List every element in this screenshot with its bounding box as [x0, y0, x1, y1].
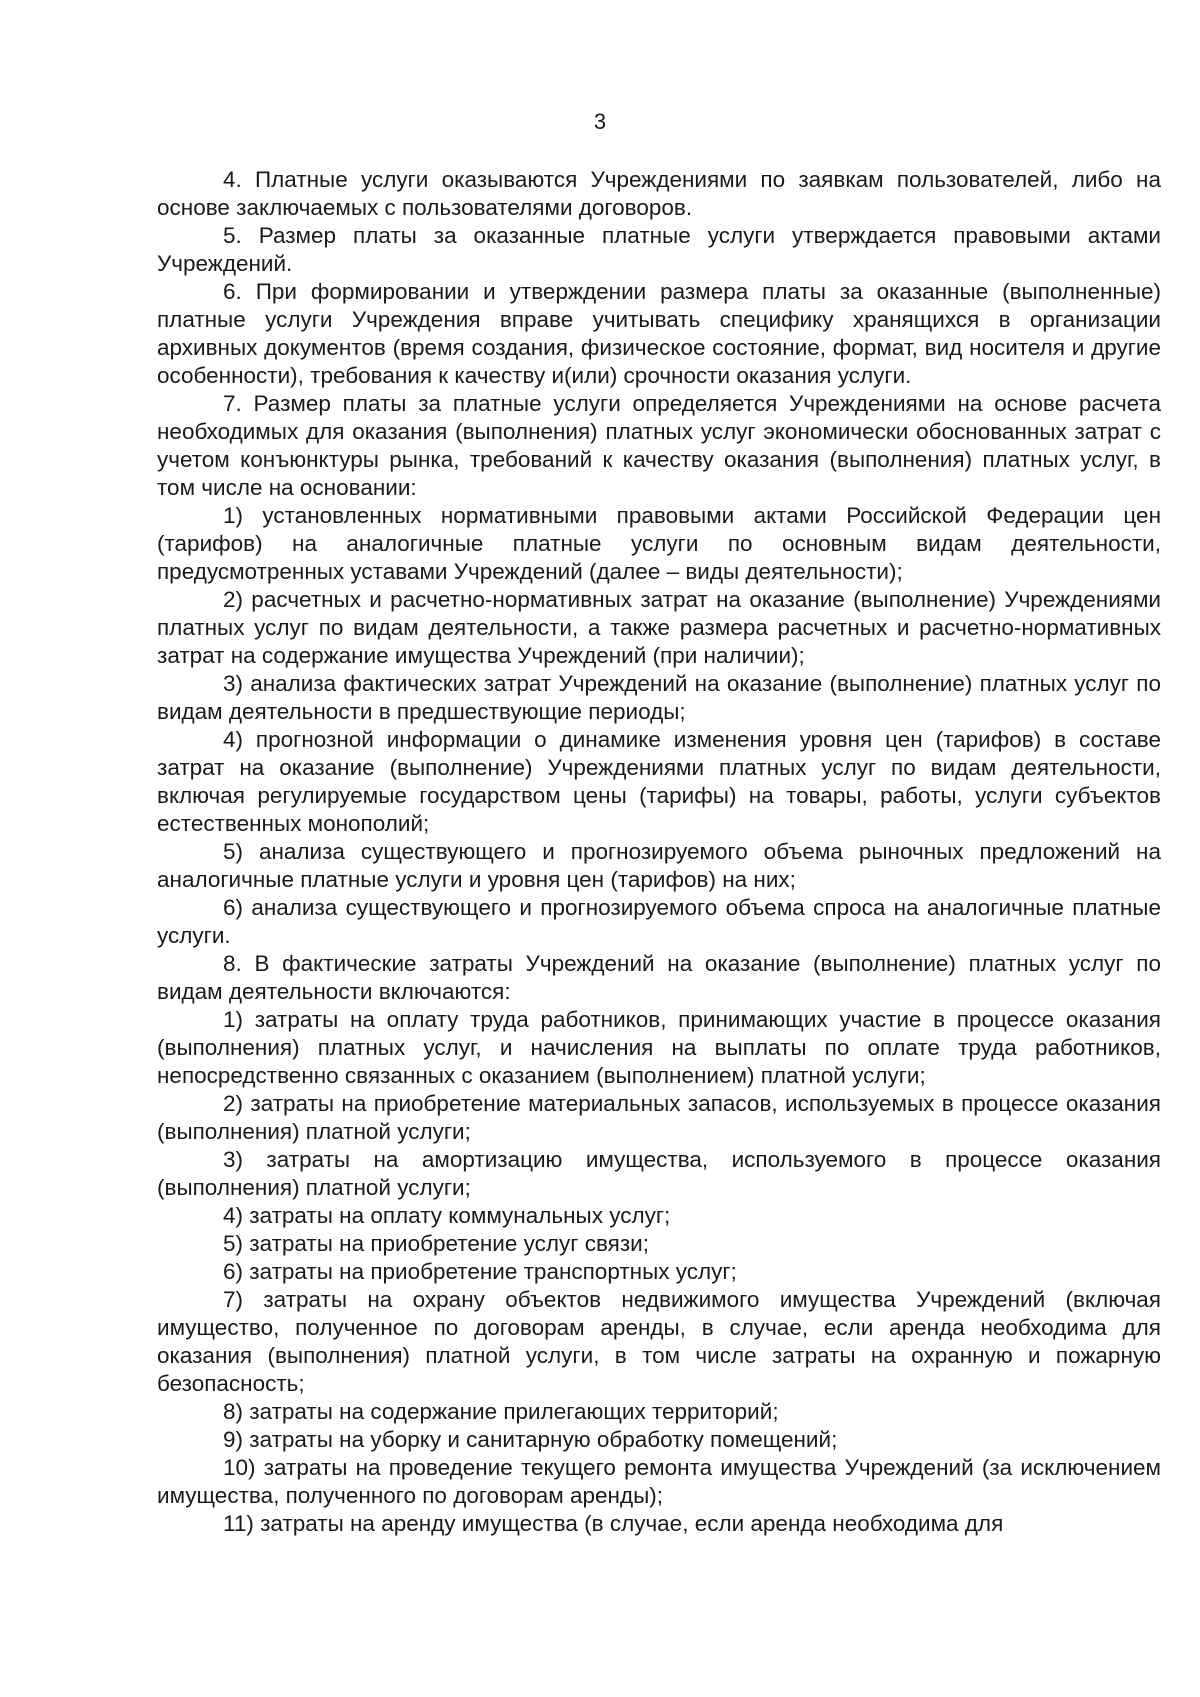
paragraph-8-item-2: 2) затраты на приобретение материальных запасов, используемых в процессе оказания (выполнения) платной услуги; — [157, 1091, 1161, 1144]
document-body — [157, 166, 1161, 1538]
paragraph-8-item-7: 7) затраты на охрану объектов недвижимого имущества Учреждений (включая имущество, полученное по договорам аренды, в случае, если аренда необходима для оказания (выполнения) платной услуги, в том числе затраты на охранную и пожарную безопасность; — [157, 1287, 1161, 1396]
paragraph-8-item-10: 10) затраты на проведение текущего ремонта имущества Учреждений (за исключением имущества, полученного по договорам аренды); — [157, 1455, 1161, 1508]
paragraph-7-item-6: 6) анализа существующего и прогнозируемого объема спроса на аналогичные платные услуги. — [157, 895, 1161, 948]
paragraph-7-item-1: 1) установленных нормативными правовыми актами Российской Федерации цен (тарифов) на аналогичные платные услуги по основным видам деятельности, предусмотренных уставами Учреждений (далее – виды деятельности); — [157, 503, 1161, 584]
paragraph-7-item-4: 4) прогнозной информации о динамике изменения уровня цен (тарифов) в составе затрат на оказание (выполнение) Учреждениями платных услуг по видам деятельности, включая регулируемые государством цены (тарифы) на товары, работы, услуги субъектов естественных монополий; — [157, 727, 1161, 836]
paragraph-8-item-3: 3) затраты на амортизацию имущества, используемого в процессе оказания (выполнения) платной услуги; — [157, 1147, 1161, 1200]
paragraph-8-item-11: 11) затраты на аренду имущества (в случае, если аренда необходима для — [223, 1511, 1004, 1536]
paragraph-4: 4. Платные услуги оказываются Учреждениями по заявкам пользователей, либо на основе заключаемых с пользователями договоров. — [157, 167, 1161, 220]
page-number: 3 — [593, 109, 607, 134]
paragraph-6: 6. При формировании и утверждении размера платы за оказанные (выполненные) платные услуги Учреждения вправе учитывать специфику хранящихся в организации архивных документов (время создания, физическое состояние, формат, вид носителя и другие особенности), требования к качеству и(или) срочности оказания услуги. — [157, 279, 1161, 388]
paragraph-7-item-3: 3) анализа фактических затрат Учреждений на оказание (выполнение) платных услуг по видам деятельности в предшествующие периоды; — [157, 671, 1161, 724]
paragraph-8-item-5: 5) затраты на приобретение услуг связи; — [223, 1231, 649, 1256]
paragraph-7-item-2: 2) расчетных и расчетно-нормативных затрат на оказание (выполнение) Учреждениями платных услуг по видам деятельности, а также размера расчетных и расчетно-нормативных затрат на содержание имущества Учреждений (при наличии); — [157, 587, 1161, 668]
paragraph-8-item-8: 8) затраты на содержание прилегающих территорий; — [223, 1399, 779, 1424]
paragraph-8-item-4: 4) затраты на оплату коммунальных услуг; — [223, 1203, 671, 1228]
paragraph-8-item-6: 6) затраты на приобретение транспортных услуг; — [223, 1259, 737, 1284]
paragraph-8-item-9: 9) затраты на уборку и санитарную обработку помещений; — [223, 1427, 838, 1452]
paragraph-5: 5. Размер платы за оказанные платные услуги утверждается правовыми актами Учреждений. — [157, 223, 1161, 276]
paragraph-7-item-5: 5) анализа существующего и прогнозируемого объема рыночных предложений на аналогичные платные услуги и уровня цен (тарифов) на них; — [157, 839, 1161, 892]
paragraph-7: 7. Размер платы за платные услуги определяется Учреждениями на основе расчета необходимых для оказания (выполнения) платных услуг экономически обоснованных затрат с учетом конъюнктуры рынка, требований к качеству оказания (выполнения) платных услуг, в том числе на основании: — [157, 391, 1161, 500]
paragraph-8: 8. В фактические затраты Учреждений на оказание (выполнение) платных услуг по видам деятельности включаются: — [157, 951, 1161, 1004]
paragraph-8-item-1: 1) затраты на оплату труда работников, принимающих участие в процессе оказания (выполнения) платных услуг, и начисления на выплаты по оплате труда работников, непосредственно связанных с оказанием (выполнением) платной услуги; — [157, 1007, 1161, 1088]
